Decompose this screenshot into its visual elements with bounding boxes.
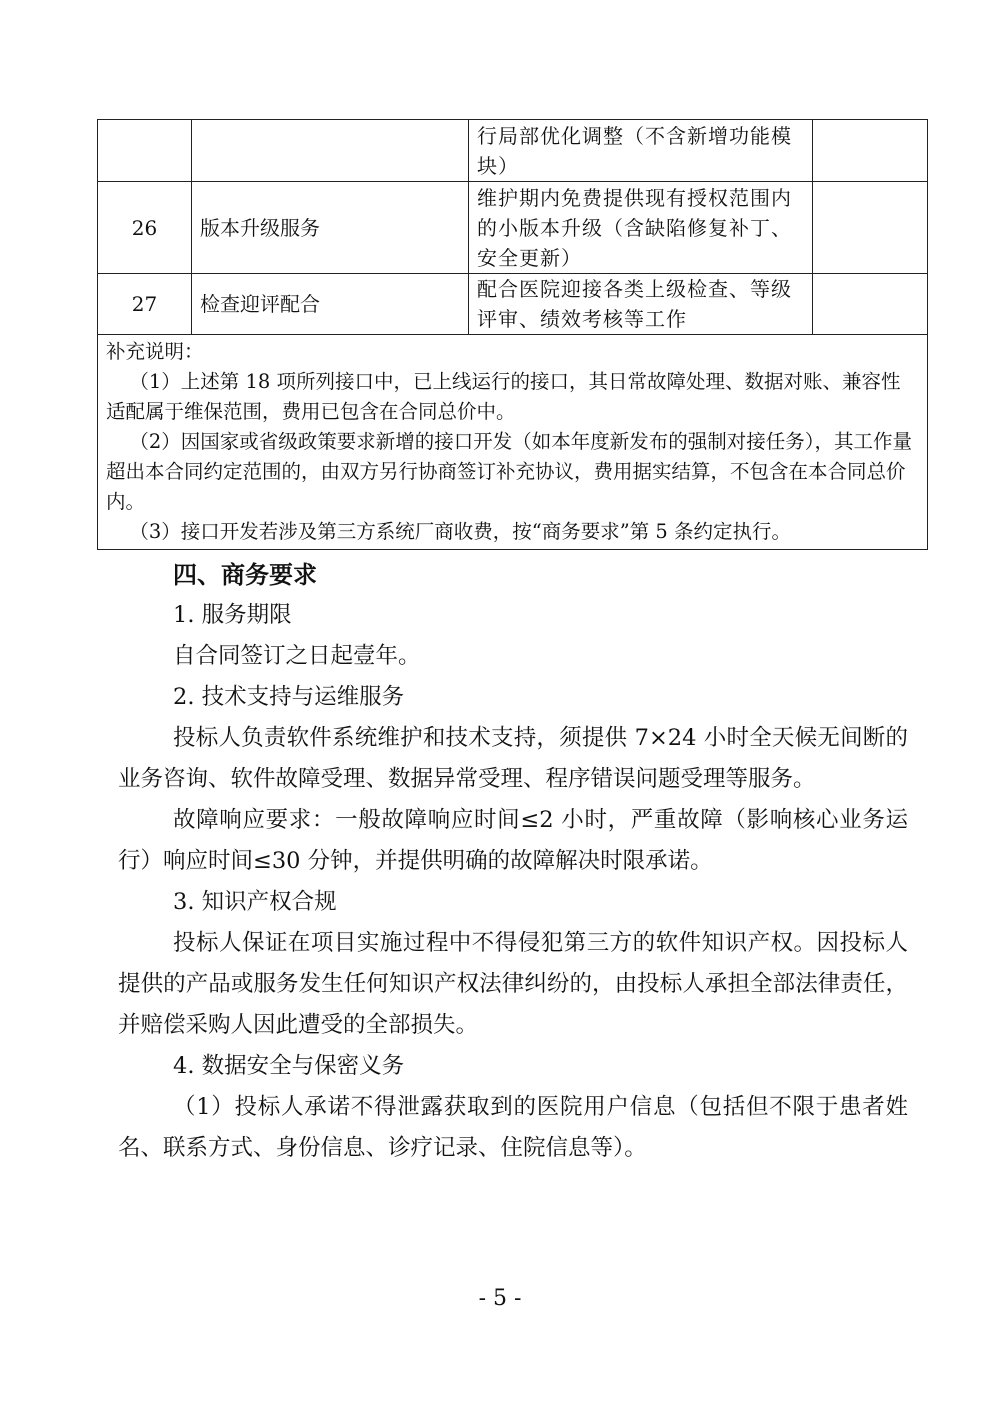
row-item-name: 版本升级服务 — [192, 182, 469, 274]
table-row — [98, 182, 928, 274]
row-extra — [813, 182, 928, 274]
note-item: （3）接口开发若涉及第三方系统厂商收费，按“商务要求”第 5 条约定执行。 — [129, 520, 792, 543]
row-number: 26 — [98, 182, 192, 274]
row-description: 配合医院迎接各类上级检查、等级评审、绩效考核等工作 — [469, 274, 813, 335]
subsection-title: 2. 技术支持与运维服务 — [173, 684, 405, 710]
notes-title: 补充说明： — [106, 340, 204, 363]
row-extra — [813, 274, 928, 335]
paragraph: 故障响应要求：一般故障响应时间≤2 小时，严重故障（影响核心业务运行）响应时间≤30 分钟，并提供明确的故障解决时限承诺。 — [118, 807, 908, 874]
paragraph: 投标人保证在项目实施过程中不得侵犯第三方的软件知识产权。因投标人提供的产品或服务发生任何知识产权法律纠纷的，由投标人承担全部法律责任，并赔偿采购人因此遭受的全部损失。 — [118, 930, 908, 1038]
row-extra — [813, 120, 928, 182]
paragraph: 自合同签订之日起壹年。 — [173, 643, 421, 669]
paragraph: （1）投标人承诺不得泄露获取到的医院用户信息（包括但不限于患者姓名、联系方式、身份信息、诊疗记录、住院信息等）。 — [118, 1094, 908, 1161]
table-row — [98, 120, 928, 182]
subsection-title: 3. 知识产权合规 — [173, 889, 337, 915]
note-item: （2）因国家或省级政策要求新增的接口开发（如本年度新发布的强制对接任务），其工作量超出本合同约定范围的，由双方另行协商签订补充协议，费用据实结算，不包含在本合同总价内。 — [106, 430, 913, 513]
note-item: （1）上述第 18 项所列接口中，已上线运行的接口，其日常故障处理、数据对账、兼容性适配属于维保范围，费用已包含在合同总价中。 — [106, 370, 901, 423]
subsection-title: 1. 服务期限 — [173, 602, 292, 628]
service-table — [97, 119, 928, 550]
row-description: 行局部优化调整（不含新增功能模块） — [469, 120, 813, 182]
notes-row — [98, 335, 928, 550]
row-item-name — [192, 120, 469, 182]
section-heading: 四、商务要求 — [173, 560, 317, 589]
paragraph: 投标人负责软件系统维护和技术支持，须提供 7×24 小时全天候无间断的业务咨询、软件故障受理、数据异常受理、程序错误问题受理等服务。 — [118, 725, 908, 792]
business-requirements — [118, 554, 908, 1169]
row-item-name: 检查迎评配合 — [192, 274, 469, 335]
row-number: 27 — [98, 274, 192, 335]
row-description: 维护期内免费提供现有授权范围内的小版本升级（含缺陷修复补丁、安全更新） — [469, 182, 813, 274]
row-number — [98, 120, 192, 182]
table-row — [98, 274, 928, 335]
supplementary-notes — [98, 335, 928, 550]
subsection-title: 4. 数据安全与保密义务 — [173, 1053, 405, 1079]
page-number: - 5 - — [478, 1286, 522, 1311]
